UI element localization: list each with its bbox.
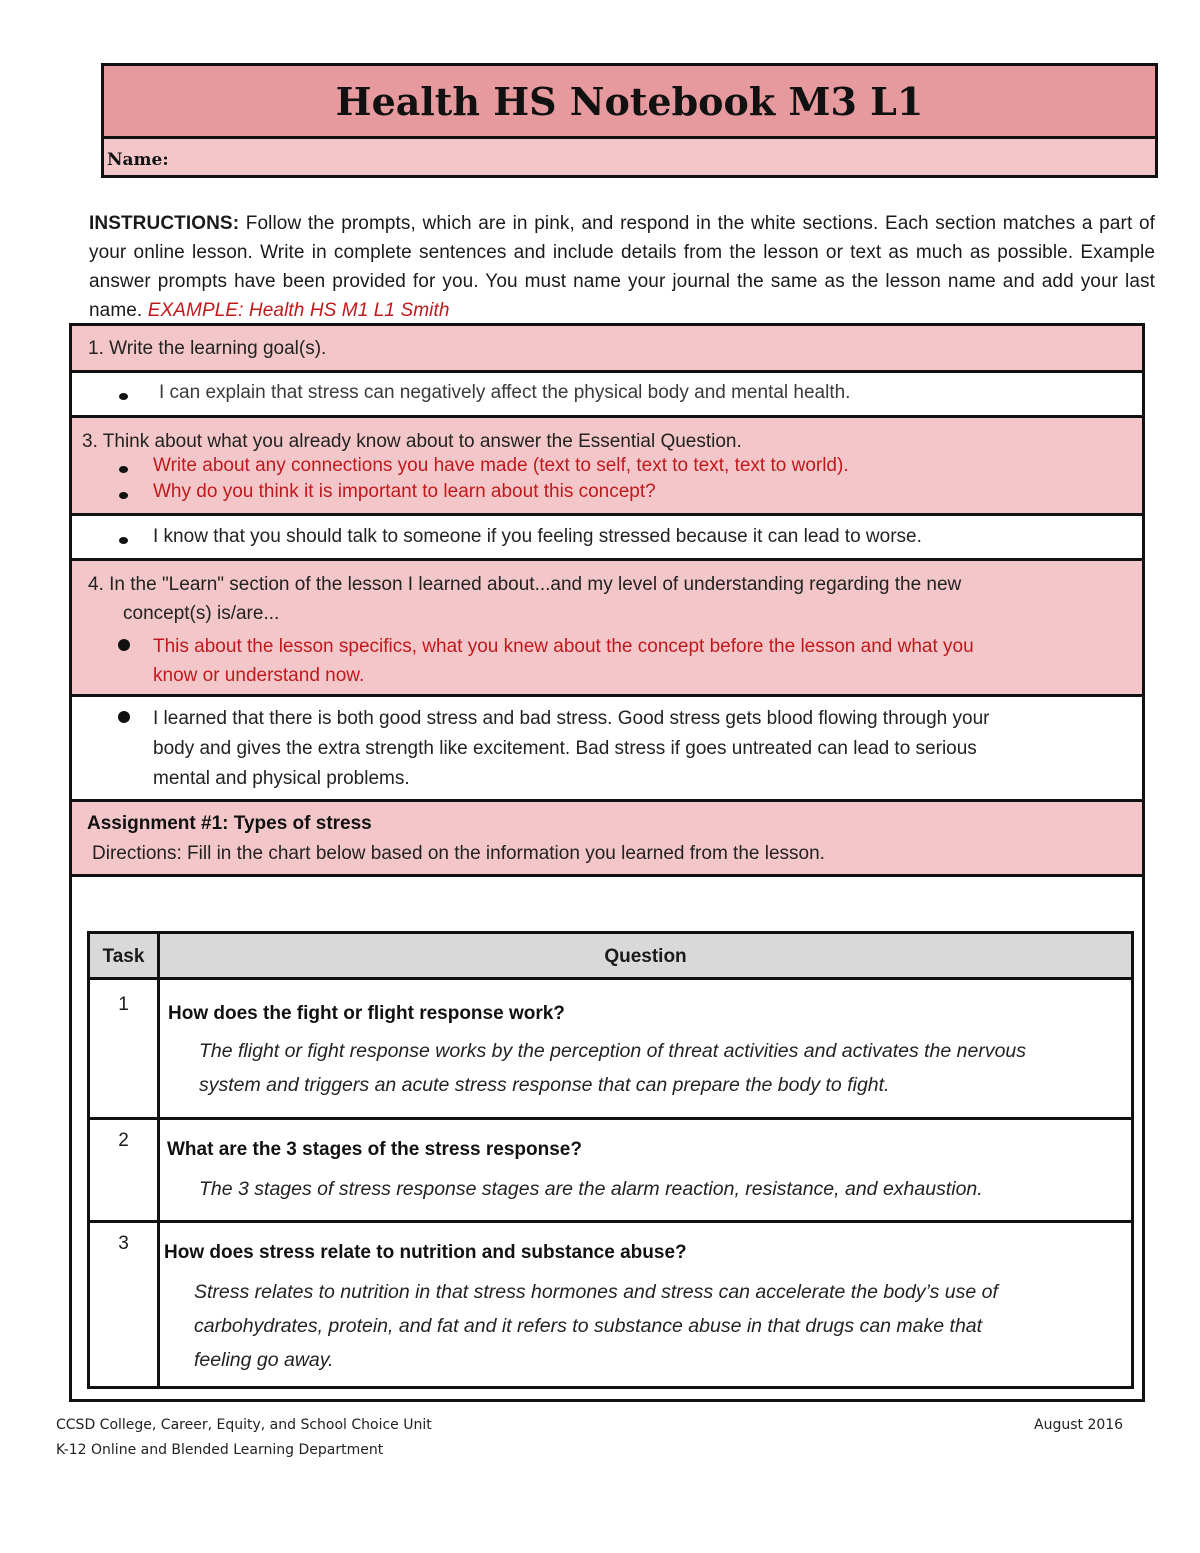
section-4-bullet-line-1: This about the lesson specifics, what you knew about the concept before the lesson and what you <box>153 636 974 657</box>
task-question: What are the 3 stages of the stress response? <box>167 1139 582 1160</box>
bullet-icon <box>118 639 130 651</box>
task-answer-line-1: Stress relates to nutrition in that stress hormones and stress can accelerate the body’s use of <box>194 1281 998 1303</box>
section-3-prompt <box>72 418 1142 513</box>
instructions-paragraph <box>89 209 1155 325</box>
section-4-answer[interactable] <box>72 697 1142 799</box>
footer-org: CCSD College, Career, Equity, and School Choice Unit <box>56 1417 432 1433</box>
notebook-table <box>69 323 1145 1402</box>
section-4-prompt <box>72 561 1142 694</box>
instructions-body: Follow the prompts, which are in pink, and respond in the white sections. Each section matches a part of your online lesson. Write in complete sentences and include details from the lesson or text as much as possible. Example answer prompts have been provided for you. You must name your journal the same as the lesson name and add your last name. <box>89 213 1155 321</box>
task-answer-line-1: The 3 stages of stress response stages are the alarm reaction, resistance, and exhaustion. <box>199 1178 983 1200</box>
task-number: 3 <box>118 1233 129 1254</box>
bullet-icon <box>119 492 128 499</box>
section-1-answer[interactable] <box>72 373 1142 415</box>
task-number: 2 <box>118 1130 129 1151</box>
task-answer-line-1: The flight or fight response works by the perception of threat activities and activates the nervous <box>199 1040 1027 1062</box>
assignment-title: Assignment #1: Types of stress <box>87 813 372 834</box>
title-box <box>101 63 1158 178</box>
section-3-answer-text: I know that you should talk to someone if you feeling stressed because it can lead to worse. <box>153 526 922 547</box>
bullet-icon <box>119 393 128 400</box>
task-answer-line-2: carbohydrates, protein, and fat and it refers to substance abuse in that drugs can make that <box>194 1315 983 1337</box>
section-3-bullet-1: Write about any connections you have made (text to self, text to text, text to world). <box>153 455 849 476</box>
section-1-answer-text: I can explain that stress can negatively affect the physical body and mental health. <box>159 382 851 403</box>
section-1-prompt-text: 1. Write the learning goal(s). <box>88 338 327 359</box>
task-answer[interactable] <box>194 1275 998 1377</box>
task-answer[interactable] <box>199 1172 983 1206</box>
task-table-header <box>90 934 1131 980</box>
assignment-directions: Directions: Fill in the chart below based on the information you learned from the lesson. <box>92 843 825 864</box>
task-question: How does the fight or flight response work? <box>168 1003 565 1024</box>
page-title: Health HS Notebook M3 L1 <box>104 66 1155 139</box>
assignment-prompt <box>72 802 1142 874</box>
section-4-prompt-line-1: 4. In the "Learn" section of the lesson I learned about...and my level of understanding regarding the new <box>88 574 962 595</box>
instructions-label: INSTRUCTIONS: <box>89 213 240 234</box>
task-question: How does stress relate to nutrition and substance abuse? <box>164 1242 687 1263</box>
section-4-prompt-line-2: concept(s) is/are... <box>123 603 280 624</box>
section-3-answer[interactable] <box>72 516 1142 558</box>
section-4-answer-line-3: mental and physical problems. <box>153 768 410 789</box>
footer-dept: K-12 Online and Blended Learning Department <box>56 1442 384 1458</box>
instructions-example: EXAMPLE: Health HS M1 L1 Smith <box>147 300 450 321</box>
task-answer[interactable] <box>199 1034 1026 1102</box>
footer-date: August 2016 <box>1034 1417 1124 1433</box>
section-3-prompt-text: 3. Think about what you already know about to answer the Essential Question. <box>82 431 742 452</box>
name-label: Name: <box>107 150 169 170</box>
task-answer-line-2: system and triggers an acute stress response that can prepare the body to fight. <box>199 1074 890 1096</box>
name-field[interactable] <box>104 139 1155 181</box>
bullet-icon <box>119 466 128 473</box>
section-3-bullet-2: Why do you think it is important to learn about this concept? <box>153 481 656 502</box>
task-answer-line-3: feeling go away. <box>194 1349 334 1371</box>
task-header: Task <box>102 946 145 967</box>
question-header: Question <box>604 946 687 967</box>
section-1-prompt <box>72 326 1142 370</box>
section-4-answer-line-2: body and gives the extra strength like excitement. Bad stress if goes untreated can lead to serious <box>153 738 977 759</box>
bullet-icon <box>119 537 128 544</box>
section-4-answer-line-1: I learned that there is both good stress and bad stress. Good stress gets blood flowing through your <box>153 708 990 729</box>
bullet-icon <box>118 711 130 723</box>
section-4-bullet-line-2: know or understand now. <box>153 665 365 686</box>
task-table <box>87 931 1134 1389</box>
task-number: 1 <box>118 994 129 1015</box>
